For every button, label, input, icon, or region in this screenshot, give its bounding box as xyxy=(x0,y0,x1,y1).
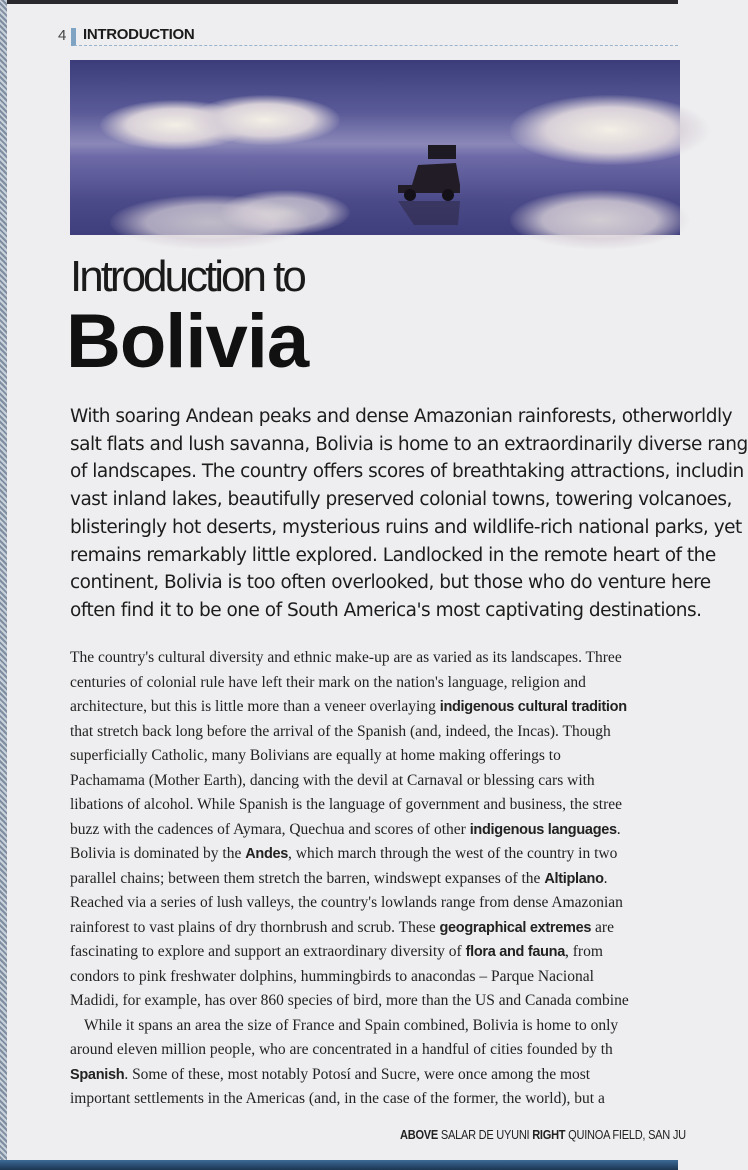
bold-keyword: Andes xyxy=(245,846,289,862)
body-line xyxy=(70,769,678,794)
photo-caption xyxy=(400,1127,686,1142)
body-line xyxy=(70,1014,678,1039)
title-line-1: Introduction to xyxy=(70,252,304,301)
body-line xyxy=(70,867,678,892)
lead-line: blisteringly hot deserts, mysterious ruins and wildlife-rich national parks, yet xyxy=(70,516,742,538)
text-run: Bolivia is dominated by the xyxy=(70,845,246,862)
text-run: rainforest to vast plains of dry thornbrush and scrub. These xyxy=(70,918,440,936)
text-run: libations of alcohol. While Spanish is the language of government and business, the stree xyxy=(70,796,622,813)
lead-line: of landscapes. The country offers scores of breathtaking attractions, includin xyxy=(70,461,744,483)
body-line xyxy=(70,1087,678,1112)
bold-keyword: geographical extremes xyxy=(439,919,592,936)
section-title: INTRODUCTION xyxy=(83,26,195,43)
body-line xyxy=(70,940,678,965)
jeep-silhouette xyxy=(390,145,480,235)
text-run: superficially Catholic, many Bolivians are equally at home making offerings to xyxy=(70,747,561,764)
text-run: Pachamama (Mother Earth), dancing with the devil at Carnaval or blessing cars with xyxy=(70,771,595,789)
body-line xyxy=(70,916,678,941)
section-marker xyxy=(71,28,76,46)
page-bottom-edge xyxy=(0,1160,678,1170)
lead-line: With soaring Andean peaks and dense Amazonian rainforests, otherworldly xyxy=(70,406,733,427)
lead-paragraph xyxy=(70,403,748,625)
text-run: Reached via a series of lush valleys, the country's lowlands range from dense Amazonian xyxy=(70,894,623,911)
caption-label-right: RIGHT xyxy=(532,1127,566,1142)
text-run: . xyxy=(603,869,608,887)
caption-text-above: SALAR DE UYUNI xyxy=(440,1127,530,1142)
text-run: around eleven million people, who are concentrated in a handful of cities founded by th xyxy=(70,1041,613,1058)
body-line xyxy=(70,744,678,769)
text-run: fascinating to explore and support an extraordinary diversity of xyxy=(70,943,466,960)
text-run: . Some of these, most notably Potosí and Sucre, were once among the most xyxy=(124,1065,591,1083)
bold-keyword: indigenous cultural tradition xyxy=(439,699,627,715)
book-spine-edge xyxy=(0,0,7,1170)
bold-keyword: indigenous languages xyxy=(469,821,617,838)
text-run: The country's cultural diversity and ethnic make-up are as varied as its landscapes. Three xyxy=(70,649,622,666)
text-run: , which march through the west of the country in two xyxy=(288,845,618,862)
text-run: While it spans an area the size of France and Spain combined, Bolivia is home to only xyxy=(84,1016,619,1034)
text-run: centuries of colonial rule have left their mark on the nation's language, religion and xyxy=(70,673,586,691)
page-top-edge xyxy=(0,0,678,4)
body-line xyxy=(70,989,678,1014)
page-number: 4 xyxy=(58,27,67,44)
text-run: Madidi, for example, has over 860 species of bird, more than the US and Canada combine xyxy=(70,992,629,1009)
body-line xyxy=(70,720,678,745)
lead-line: vast inland lakes, beautifully preserved colonial towns, towering volcanoes, xyxy=(70,489,732,511)
body-line xyxy=(70,695,678,720)
body-text xyxy=(70,646,678,1112)
text-run: that stretch back long before the arrival of the Spanish (and, indeed, the Incas). Though xyxy=(70,722,611,740)
text-run: important settlements in the Americas (and, in the case of the former, the world), but a xyxy=(70,1090,605,1107)
body-line xyxy=(70,842,678,867)
body-line xyxy=(70,646,678,671)
text-run: parallel chains; between them stretch the barren, windswept expanses of the xyxy=(70,869,545,887)
bold-keyword: Altiplano xyxy=(544,870,604,887)
body-line xyxy=(70,818,678,843)
body-line xyxy=(70,1063,678,1088)
body-line xyxy=(70,793,678,818)
text-run: , from xyxy=(565,943,603,960)
salar-de-uyuni-photo xyxy=(70,60,680,235)
body-line xyxy=(70,671,678,696)
lead-line: often find it to be one of South America's most captivating destinations. xyxy=(70,599,702,621)
header-rule xyxy=(74,45,678,46)
text-run: . xyxy=(616,820,621,838)
text-run: buzz with the cadences of Aymara, Quechua and scores of other xyxy=(70,820,470,838)
lead-line: remains remarkably little explored. Landlocked in the remote heart of the xyxy=(70,544,716,566)
title-bolivia: Bolivia xyxy=(66,299,309,384)
body-line xyxy=(70,1038,678,1063)
caption-label-above: ABOVE xyxy=(400,1127,439,1142)
body-line xyxy=(70,891,678,916)
text-run: are xyxy=(591,918,614,936)
bold-keyword: flora and fauna xyxy=(465,944,565,960)
lead-line: continent, Bolivia is too often overlooked, but those who do venture here xyxy=(70,572,711,594)
text-run: architecture, but this is little more than a veneer overlaying xyxy=(70,698,440,715)
bold-keyword: Spanish xyxy=(70,1066,125,1083)
lead-line: salt flats and lush savanna, Bolivia is home to an extraordinarily diverse rang xyxy=(70,433,748,455)
text-run: condors to pink freshwater dolphins, hummingbirds to anacondas – Parque Nacional xyxy=(70,967,594,985)
caption-text-right: QUINOA FIELD, SAN JU xyxy=(568,1127,686,1142)
body-line xyxy=(70,965,678,990)
